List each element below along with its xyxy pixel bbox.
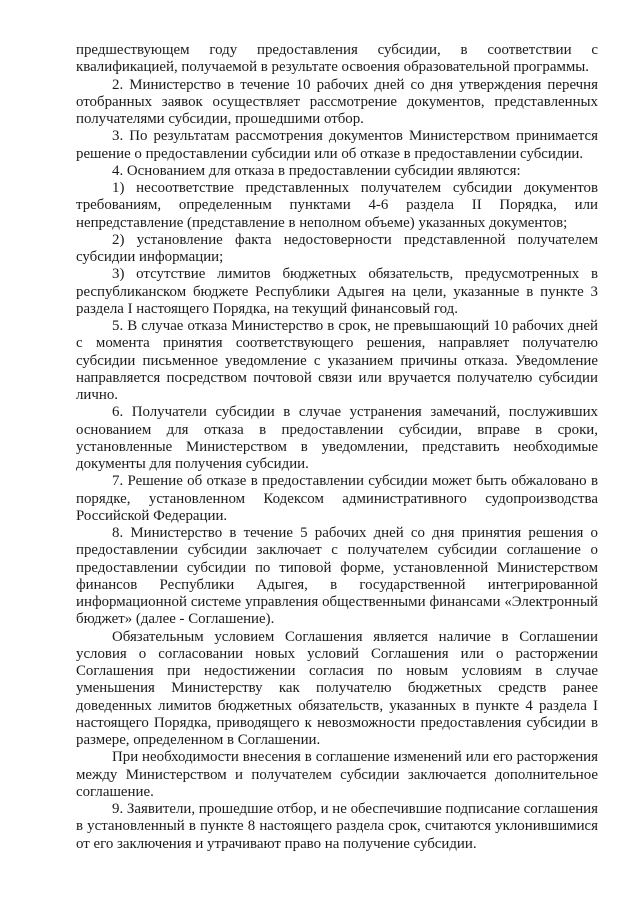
paragraph-item-4: 4. Основанием для отказа в предоставлении субсидии являются: (112, 162, 521, 179)
paragraph-item-6: 6. Получатели субсидии в случае устранения замечаний, послуживших основанием для отказа в предоставлении субсидии, вправе в сроки, установленные Министерством в уведомлении, представить необходимые документы для получения субсидии. (76, 404, 598, 472)
paragraph-additional-agreement: При необходимости внесения в соглашение изменений или его расторжения между Министерством и получателем субсидии заключается дополнительное соглашение. (76, 749, 598, 800)
subitem-1: 1) несоответствие представленных получателем субсидии документов требованиям, определенным пунктами 4-6 раздела II Порядка, или непредставление (представление в неполном объеме) указанных документов; (76, 180, 598, 231)
paragraph-item-2: 2. Министерство в течение 10 рабочих дней со дня утверждения перечня отобранных заявок осуществляет рассмотрение документов, представленных получателями субсидии, прошедшими отбор. (76, 76, 598, 127)
paragraph-item-5: 5. В случае отказа Министерство в срок, не превышающий 10 рабочих дней с момента принятия соответствующего решения, направляет получателю субсидии письменное уведомление с указанием причины отказа. Уведомление направляется посредством почтовой связи или вручается получателю субсидии лично. (76, 318, 598, 403)
paragraph-item-8: 8. Министерство в течение 5 рабочих дней со дня принятия решения о предоставлении субсидии заключает с получателем субсидии соглашение о предоставлении субсидии по типовой форме, установленной Министерством финансов Республики Адыгея, в государственной интегрированной информационной системе управления общественными финансами «Электронный бюджет» (далее - Соглашение). (76, 525, 598, 628)
paragraph-continuation: предшествующем году предоставления субсидии, в соответствии с квалификацией, получаемой в результате освоения образовательной программы. (76, 42, 598, 76)
document-body (76, 42, 598, 853)
paragraph-item-7: 7. Решение об отказе в предоставлении субсидии может быть обжаловано в порядке, установленном Кодексом административного судопроизводства Российской Федерации. (76, 473, 598, 524)
subitem-3: 3) отсутствие лимитов бюджетных обязательств, предусмотренных в республиканском бюджете Республики Адыгея на цели, указанные в пункте 3 раздела I настоящего Порядка, на текущий финансовый год. (76, 266, 598, 317)
paragraph-agreement-condition: Обязательным условием Соглашения является наличие в Соглашении условия о согласовании новых условий Соглашения или о расторжении Соглашения при недостижении согласия по новым условиям в случае уменьшения Министерству как получателю бюджетных средств ранее доведенных лимитов бюджетных обязательств, указанных в пункте 4 раздела I настоящего Порядка, приводящего к невозможности предоставления субсидии в размере, определенном в Соглашении. (76, 628, 598, 748)
subitem-2: 2) установление факта недостоверности представленной получателем субсидии информации; (76, 231, 598, 265)
paragraph-item-9: 9. Заявители, прошедшие отбор, и не обеспечившие подписание соглашения в установленный в пункте 8 настоящего раздела срок, считаются уклонившимися от его заключения и утрачивают право на получение субсидии. (76, 801, 598, 852)
paragraph-item-3: 3. По результатам рассмотрения документов Министерством принимается решение о предоставлении субсидии или об отказе в предоставлении субсидии. (76, 128, 598, 162)
